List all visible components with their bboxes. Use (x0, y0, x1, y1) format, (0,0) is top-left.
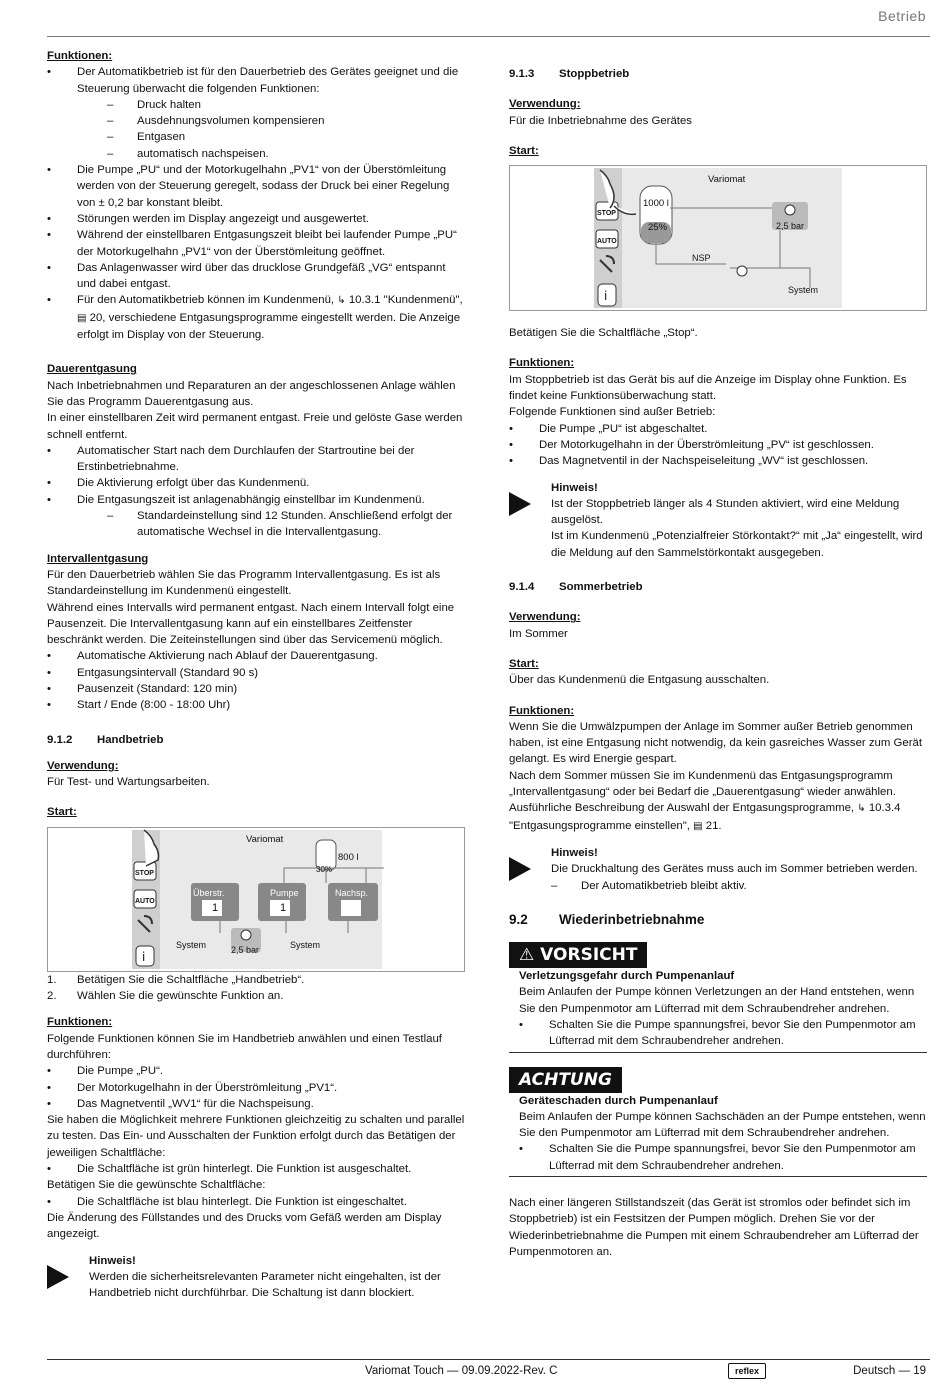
fig-nsp-label: NSP (692, 253, 711, 264)
hint-box (47, 1253, 465, 1302)
hint-title: Hinweis! (551, 481, 598, 494)
paragraph: Betätigen Sie die Schaltfläche „Stop“. (509, 327, 698, 340)
list-item: – automatisch nachspeisen. (107, 146, 465, 162)
crossref-link[interactable]: 10.3.1 "Kundenmenü", (348, 294, 463, 307)
funktionen-heading: Funktionen: (47, 50, 113, 62)
paragraph: Über das Kundenmenü die Entgasung ausschalten. (509, 674, 770, 687)
paragraph: Nach Inbetriebnahmen und Reparaturen an der angeschlossenen Anlage wählen Sie das Programm Dauerentgasung aus. (47, 379, 456, 408)
list-item: – Ausdehnungsvolumen kompensieren (107, 113, 465, 129)
vorsicht-body (509, 968, 927, 1052)
paragraph: Nach einer längeren Stillstandszeit (das Gerät ist stromlos oder befindet sich im Stoppbetrieb) ist ein Festsitzen der Pumpen möglich. Drehen Sie vor der Wiederinbetriebnahme die Pumpen mit einem Schraubendreher am Lüfterrad der Pumpenmotoren an. (509, 1197, 919, 1258)
list-item: • Automatische Aktivierung nach Ablauf der Dauerentgasung. (47, 648, 465, 664)
list-item: – Standardeinstellung sind 12 Stunden. Anschließend erfolgt der automatische Wechsel in die Intervallentgasung. (107, 508, 465, 541)
crossref-link[interactable]: 10.3.4 "Entgasungsprogramme einstellen", (509, 802, 901, 832)
dauer-list (47, 443, 465, 541)
list-item: • Der Motorkugelhahn in der Überströmleitung „PV“ ist geschlossen. (509, 437, 927, 453)
paragraph: Im Sommer (509, 627, 568, 640)
verwendung-heading: Verwendung: (47, 759, 119, 772)
fig-volume: 1000 l (643, 198, 669, 210)
auto-sub-list (77, 97, 465, 162)
stop-button[interactable]: STOP (597, 210, 616, 218)
list-item: • Die Aktivierung erfolgt über das Kundenmenü. (47, 475, 465, 491)
footer-doc: Variomat Touch — 09.09.2022-Rev. C (365, 1365, 558, 1377)
vorsicht-list (519, 1017, 927, 1050)
achtung-badge: ACHTUNG (509, 1067, 622, 1093)
paragraph: Sie haben die Möglichkeit mehrere Funktionen gleichzeitig zu schalten und parallel zu testen. Das Ein- und Ausschalten der Funktion erfolgt durch das Betätigen der jeweiligen Schaltfläche: (47, 1114, 465, 1159)
list-item: • Störungen werden im Display angezeigt und ausgewertet. (47, 211, 465, 227)
paragraph: Im Stoppbetrieb ist das Gerät bis auf die Anzeige im Display ohne Funktion. Es findet keine Funktionsüberwachung statt. (509, 373, 907, 403)
stop-button[interactable]: STOP (135, 869, 154, 877)
paragraph: Für die Inbetriebnahme des Gerätes (509, 114, 692, 127)
list-item: • Start / Ende (8:00 - 18:00 Uhr) (47, 697, 465, 713)
achtung-body (509, 1093, 927, 1177)
section-heading-wiederinbetriebnahme: 9.2 Wiederinbetriebnahme (509, 911, 705, 927)
hint-box (509, 480, 927, 561)
auto-button[interactable]: AUTO (135, 897, 155, 905)
section-heading-stoppbetrieb: 9.1.3 Stoppbetrieb (509, 68, 630, 80)
auto-list (47, 64, 465, 343)
cross-reference-icon: ↳ (337, 295, 346, 307)
paragraph: Beim Anlaufen der Pumpe können Verletzungen an der Hand entstehen, wenn Sie den Pumpenmotor am Lüfterrad mit dem Schraubendreher andrehen. (519, 986, 915, 1015)
paragraph: In einer einstellbaren Zeit wird permanent entgast. Freie und gelöste Gase werden schnell entfernt. (47, 412, 463, 441)
section-heading-sommerbetrieb: 9.1.4 Sommerbetrieb (509, 581, 643, 594)
info-icon[interactable]: i (604, 289, 608, 304)
hand-p2-list (47, 1161, 465, 1177)
list-item: • Die Pumpe „PU“. (47, 1063, 465, 1079)
fig-system-label: System (290, 939, 321, 950)
paragraph: Beim Anlaufen der Pumpe können Sachschäden an der Pumpe entstehen, wenn Sie den Pumpenmotor am Lüfterrad mit dem Schraubendreher andrehen. (519, 1110, 926, 1140)
list-item: – Entgasen (107, 129, 465, 145)
vorsicht-badge: ⚠ VORSICHT (509, 942, 647, 968)
paragraph: Die Änderung des Füllstandes und des Drucks vom Gefäß werden am Display angezeigt. (47, 1211, 442, 1241)
handbetrieb-figure (47, 827, 465, 972)
pump-button-label[interactable]: Pumpe (270, 887, 299, 898)
funktionen-heading: Funktionen: (47, 1016, 113, 1029)
list-item: • Der Automatikbetrieb ist für den Dauerbetrieb des Gerätes geeignet und die Steuerung überwacht die folgenden Funktionen: – Druck halten – Ausdehnungsvolumen kompensieren – Entgasen – automatisch nachspeisen. (47, 64, 465, 162)
paragraph: Ausführliche Beschreibung der Auswahl der Entgasungsprogramme, ↳ 10.3.4 "Entgasungsprogramme einstellen", ▤ 21. (509, 802, 901, 832)
footer-rule (47, 1359, 930, 1360)
fig-title: Variomat (708, 174, 746, 186)
list-item: – Druck halten (107, 97, 465, 113)
interv-list (47, 648, 465, 713)
hint-text: Werden die sicherheitsrelevanten Parameter nicht eingehalten, ist der Handbetrieb nicht durchführbar. Die Schaltung ist dann blockiert. (89, 1270, 441, 1300)
section-heading-handbetrieb: 9.1.2 Handbetrieb (47, 733, 164, 746)
list-item: • Das Anlagenwasser wird über das drucklose Grundgefäß „VG“ entspannt und dabei entgast. (47, 260, 465, 293)
paragraph: Für den Dauerbetrieb wählen Sie das Programm Intervallentgasung. Es ist als Standardeinstellung im Kundenmenü eingestellt. (47, 568, 441, 598)
list-item: • Schalten Sie die Pumpe spannungsfrei, bevor Sie den Pumpenmotor am Lüfterrad mit dem Schraubendreher andrehen. (519, 1017, 927, 1050)
fig-pressure: 2,5 bar (776, 221, 805, 232)
overflow-button-label[interactable]: Überstr. (193, 887, 225, 898)
list-item: • Die Schaltfläche ist blau hinterlegt. Die Funktion ist eingeschaltet. (47, 1194, 465, 1210)
list-item: 1. Betätigen Sie die Schaltfläche „Handbetrieb“. (47, 973, 305, 986)
list-item: • Das Magnetventil „WV1“ für die Nachspeisung. (47, 1096, 465, 1112)
right-column (509, 66, 927, 1260)
dauer-heading: Dauerentgasung (47, 363, 137, 376)
hint-title: Hinweis! (551, 846, 598, 859)
list-item: • Die Schaltfläche ist grün hinterlegt. Die Funktion ist ausgeschaltet. (47, 1161, 465, 1177)
list-item: – Der Automatikbetrieb bleibt aktiv. (551, 878, 927, 894)
verwendung-heading: Verwendung: (509, 98, 581, 111)
auto-button[interactable]: AUTO (597, 238, 617, 246)
hand-p3-list (47, 1194, 465, 1210)
paragraph: Folgende Funktionen sind außer Betrieb: (509, 406, 716, 419)
left-column (47, 48, 465, 1301)
paragraph: Nach dem Sommer müssen Sie im Kundenmenü das Entgasungsprogramm „Intervallentgasung“ oder bei Bedarf die „Dauerentgasung“ wieder anwählen. (509, 769, 896, 799)
paragraph: Während eines Intervalls wird permanent entgast. Nach einem Intervall folgt eine Pausenzeit. Die Intervallentgasung kann auf ein einstellbares Zeitfenster beschränkt werden. Die Zeiteinstellungen sind über das Servicemenü möglich. (47, 601, 455, 647)
fig-percent: 25% (648, 222, 668, 234)
list-item: • Die Pumpe „PU“ ist abgeschaltet. (509, 421, 927, 437)
achtung-title: Geräteschaden durch Pumpenanlauf (519, 1094, 718, 1107)
hint-title: Hinweis! (89, 1254, 136, 1267)
header-rule (47, 36, 930, 37)
info-icon[interactable]: i (142, 949, 146, 964)
list-item: • Der Motorkugelhahn in der Überströmleitung „PV1“. (47, 1080, 465, 1096)
stoppbetrieb-figure (509, 165, 927, 311)
vorsicht-title: Verletzungsgefahr durch Pumpenanlauf (519, 970, 735, 983)
refill-button-label[interactable]: Nachsp. (335, 887, 369, 898)
page-icon: ▤ (77, 312, 87, 324)
fig-system-label: System (788, 285, 819, 296)
pump-value: 1 (280, 901, 287, 914)
achtung-box (509, 1067, 927, 1177)
hint-box (509, 845, 927, 894)
reflex-logo: reflex (728, 1363, 766, 1379)
fig-system-label: System (176, 939, 207, 950)
hint-text: Ist der Stoppbetrieb länger als 4 Stunden aktiviert, wird eine Meldung ausgelöst. (551, 497, 900, 527)
paragraph: Betätigen Sie die gewünschte Schaltfläche: (47, 1179, 266, 1192)
list-item: • Die Pumpe „PU“ und der Motorkugelhahn „PV1“ von der Überstömleitung werden von der Steuerung geregelt, sodass der Druck bei einer Regelung von ± 0,2 bar konstant bleibt. (47, 162, 465, 211)
list-item: • Das Magnetventil in der Nachspeiseleitung „WV“ ist geschlossen. (509, 453, 927, 469)
overflow-valve-value: 1 (212, 901, 219, 914)
vorsicht-box (509, 942, 927, 1052)
header-section-title: Betrieb (878, 8, 926, 24)
hint-text: Ist im Kundenmenü „Potenzialfreier Störkontakt?“ mit „Ja“ eingestellt, wird die Meldung auf den Sammelstörkontakt ausgegeben. (551, 530, 923, 559)
fig-percent: 30% (316, 864, 333, 874)
achtung-list (519, 1141, 927, 1174)
page-link[interactable]: 20 (89, 311, 103, 324)
interv-heading: Intervallentgasung (47, 552, 149, 565)
start-heading: Start: (509, 144, 539, 157)
fig-title: Variomat (246, 833, 284, 845)
list-item: • Während der einstellbaren Entgasungszeit bleibt bei laufender Pumpe „PU“ der Motorkugelhahn „PV1“ von der Überstömleitung geöffnet. (47, 227, 465, 260)
list-item: • Für den Automatikbetrieb können im Kundenmenü, ↳ 10.3.1 "Kundenmenü", ▤ 20, verschiedene Entgasungsprogramme eingestellt werden. Die Anzeige erfolgt im Display von der Steuerung. (47, 292, 465, 343)
warning-triangle-icon: ⚠ (519, 945, 535, 966)
start-heading: Start: (47, 806, 77, 819)
page-icon: ▤ (693, 820, 703, 832)
paragraph: Folgende Funktionen können Sie im Handbetrieb anwählen und einen Testlauf durchführen: (47, 1032, 442, 1061)
start-heading: Start: (509, 657, 539, 670)
list-item: • Pausenzeit (Standard: 120 min) (47, 681, 465, 697)
fig-pressure: 2,5 bar (231, 944, 260, 955)
arrow-icon (509, 480, 551, 561)
list-item: • Automatischer Start nach dem Durchlaufen der Startroutine bei der Erstinbetriebnahme. (47, 443, 465, 476)
stopp-list (509, 421, 927, 470)
arrow-icon (509, 845, 551, 894)
hint-sub-list (551, 878, 927, 894)
arrow-icon (47, 1253, 89, 1302)
list-item: 2. Wählen Sie die gewünschte Funktion an. (47, 990, 284, 1003)
dauer-sub-list (77, 508, 465, 541)
paragraph: Für Test- und Wartungsarbeiten. (47, 776, 210, 789)
list-item: • Entgasungsintervall (Standard 90 s) (47, 665, 465, 681)
fig-volume: 800 l (338, 851, 359, 863)
page-link[interactable]: 21. (705, 819, 722, 832)
paragraph: Wenn Sie die Umwälzpumpen der Anlage im Sommer außer Betrieb genommen haben, ist eine Entgasung nicht notwendig, da kein gasreiches Wasser zum Gerät gelangt. Es wird Energie gespart. (509, 720, 923, 766)
list-item: • Schalten Sie die Pumpe spannungsfrei, bevor Sie den Pumpenmotor am Lüfterrad mit dem Schraubendreher andrehen. (519, 1141, 927, 1174)
list-item: • Die Entgasungszeit ist anlagenabhängig einstellbar im Kundenmenü. – Standardeinstellung sind 12 Stunden. Anschließend erfolgt der automatische Wechsel in die Intervallentgasung. (47, 492, 465, 541)
funktionen-heading: Funktionen: (509, 704, 575, 717)
funktionen-heading: Funktionen: (509, 357, 575, 370)
hand-funk-list (47, 1063, 465, 1112)
footer-page: Deutsch — 19 (853, 1365, 926, 1377)
verwendung-heading: Verwendung: (509, 611, 581, 624)
cross-reference-icon: ↳ (857, 803, 866, 815)
hand-steps (47, 972, 465, 1005)
hint-text: Die Druckhaltung des Gerätes muss auch im Sommer betrieben werden. (551, 863, 918, 876)
